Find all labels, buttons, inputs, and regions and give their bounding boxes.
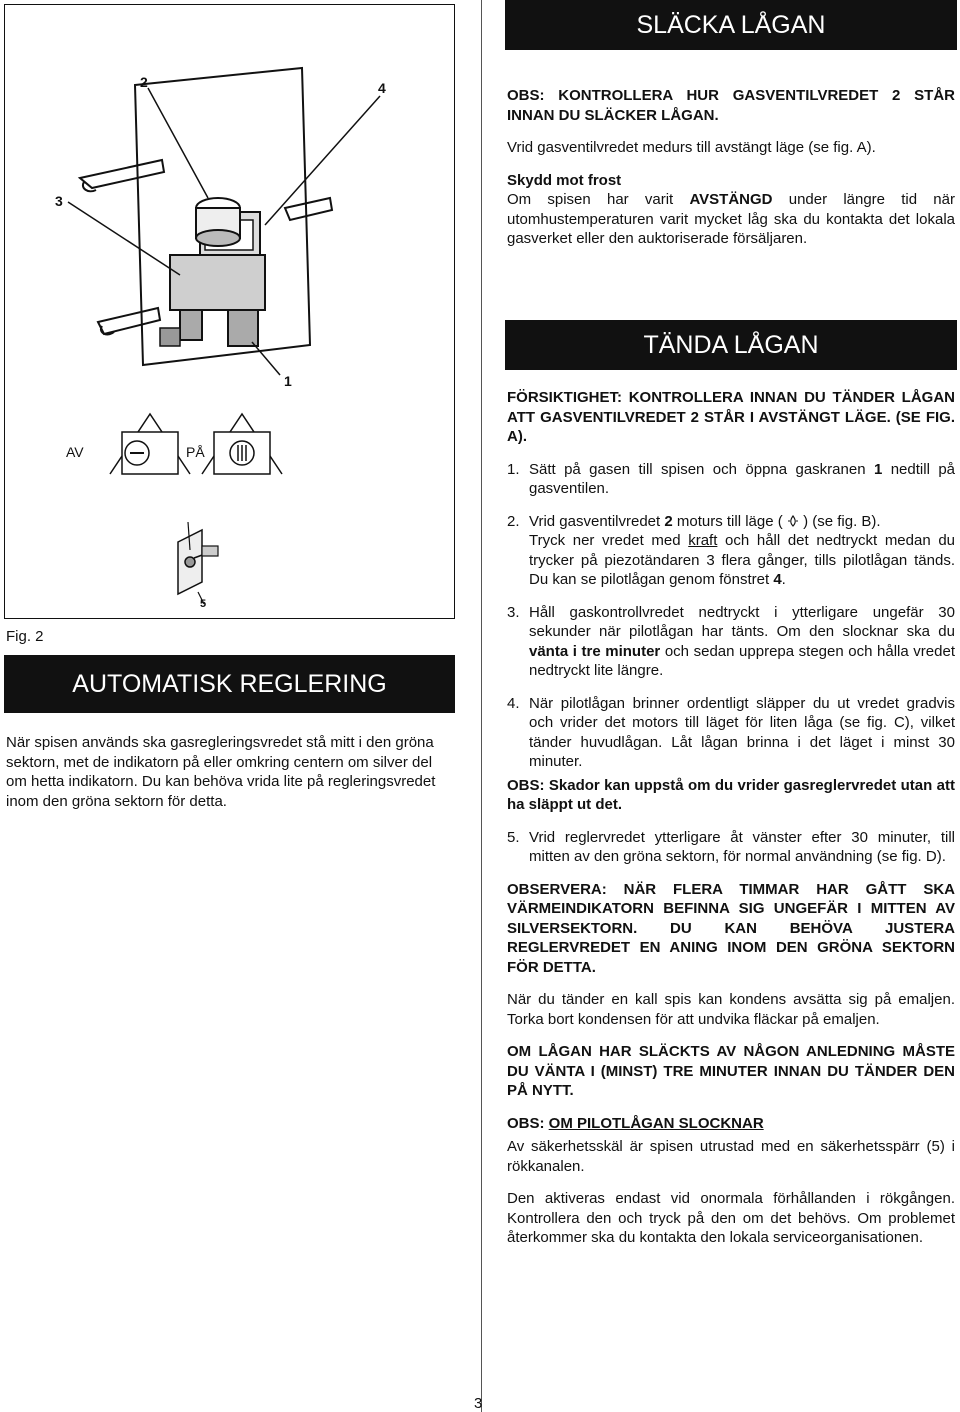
step-4: 4. När pilotlågan brinner ordentligt släpper du ut vredet gradvis och vrider det motors till läget för liten låga (se fig. C), vilket tänder huvudlågan. Låt lågan brinna i det läget i minst 30 minuter. — [507, 694, 955, 770]
automatisk-reglering-text: När spisen används ska gasregleringsvredet stå mitt i den gröna sektorn, met de indikatorn på eller omkring centern om silver del om hetta indikatorn. Du kan behöva vrida lite på regleringsvredet inom den gröna sektorn för detta. — [6, 734, 436, 810]
callout-2: 2 — [140, 74, 148, 90]
step-2: 2. Vrid gasventilvredet 2 moturs till läge ( ) (se fig. B). Tryck ner vredet med kraft och håll det nedtryckt medan du trycker på piezotändaren 3 flera gånger, tills pilotlågan tänds. Du kan se pilotlågan genom fönstret 4. — [507, 512, 955, 588]
step-1: 1. Sätt på gasen till spisen och öppna gaskranen 1 nedtill på gasventilen. — [507, 460, 956, 497]
step-5: 5. Vrid reglervredet ytterligare åt vänster efter 30 minuter, till mitten av den gröna sektorn, för normal användning (se fig. D). — [507, 828, 955, 865]
safety-lock-text: Av säkerhetsskäl är spisen utrustad med en säkerhetsspärr (5) i rökkanalen. — [507, 1138, 955, 1175]
automatisk-reglering-heading: AUTOMATISK REGLERING — [4, 655, 455, 713]
slacka-lagan-heading: SLÄCKA LÅGAN — [505, 0, 957, 50]
callout-5: 5 — [200, 598, 207, 610]
page-number: 3 — [474, 1395, 483, 1412]
tanda-lagan-heading: TÄNDA LÅGAN — [505, 320, 957, 370]
obs-pilot-heading: OBS: OM PILOTLÅGAN SLOCKNAR — [507, 1114, 764, 1132]
condensation-text: När du tänder en kall spis kan kondens avsätta sig på emaljen. Torka bort kondensen för att undvika fläckar på emaljen. — [507, 991, 955, 1028]
observera-text: OBSERVERA: NÄR FLERA TIMMAR HAR GÅTT SKA VÄRMEINDIKATORN BEFINNA SIG UNGEFÄR I MITTEN AV SILVERSEKTORN. DU KAN BEHÖVA JUSTERA REGLERVREDET EN ANING INOM DEN GRÖNA SEKTORN FÖR DETTA. — [507, 880, 955, 976]
relight-warning: OM LÅGAN HAR SLÄCKTS AV NÅGON ANLEDNING MÅSTE DU VÄNTA I (MINST) TRE MINUTER INNAN DU TÄNDER DEN PÅ NYTT. — [507, 1043, 955, 1099]
frost-title: Skydd mot frost — [507, 171, 622, 189]
obs-check-valve: OBS: KONTROLLERA HUR GASVENTILVREDET 2 STÅR INNAN DU SLÄCKER LÅGAN. — [507, 87, 955, 124]
turn-off-instruction: Vrid gasventilvredet medurs till avstängt läge (se fig. A). — [507, 139, 876, 156]
gas-valve-illustration — [40, 60, 400, 390]
figure-caption: Fig. 2 — [6, 628, 44, 645]
callout-3: 3 — [55, 193, 63, 209]
column-divider — [481, 0, 482, 1412]
callout-4: 4 — [378, 80, 386, 96]
step-3: 3. Håll gaskontrollvredet nedtryckt i ytterligare ungefär 30 sekunder när pilotlågan har tänts. Om den slocknar ska du vänta i tre minuter och sedan upprepa stegen och hålla vredet nedtryckt lite längre. — [507, 603, 955, 679]
callout-1: 1 — [284, 373, 292, 389]
pilot-flame-icon — [787, 515, 799, 527]
caution-text: FÖRSIKTIGHET: KONTROLLERA INNAN DU TÄNDER LÅGAN ATT GASVENTILVREDET 2 STÅR I AVSTÄNGT LÄGE. (SE FIG. A). — [507, 389, 955, 445]
obs-damage: OBS: Skador kan uppstå om du vrider gasreglervredet utan att ha släppt ut det. — [507, 776, 955, 813]
pa-label: PÅ — [186, 444, 205, 460]
av-label: AV — [66, 444, 84, 460]
activation-text: Den aktiveras endast vid onormala förhållanden i rökgången. Kontrollera den och tryck på den om det behövs. Om problemet återkommer ska du kontakta den lokala serviceorganisationen. — [507, 1190, 955, 1246]
frost-paragraph: Skydd mot frost Om spisen har varit AVSTÄNGD under längre tid när utomhustemperaturen varit mycket låg ska du kontakta det lokala gasverket eller den auktoriserade försäljaren. — [507, 171, 955, 247]
